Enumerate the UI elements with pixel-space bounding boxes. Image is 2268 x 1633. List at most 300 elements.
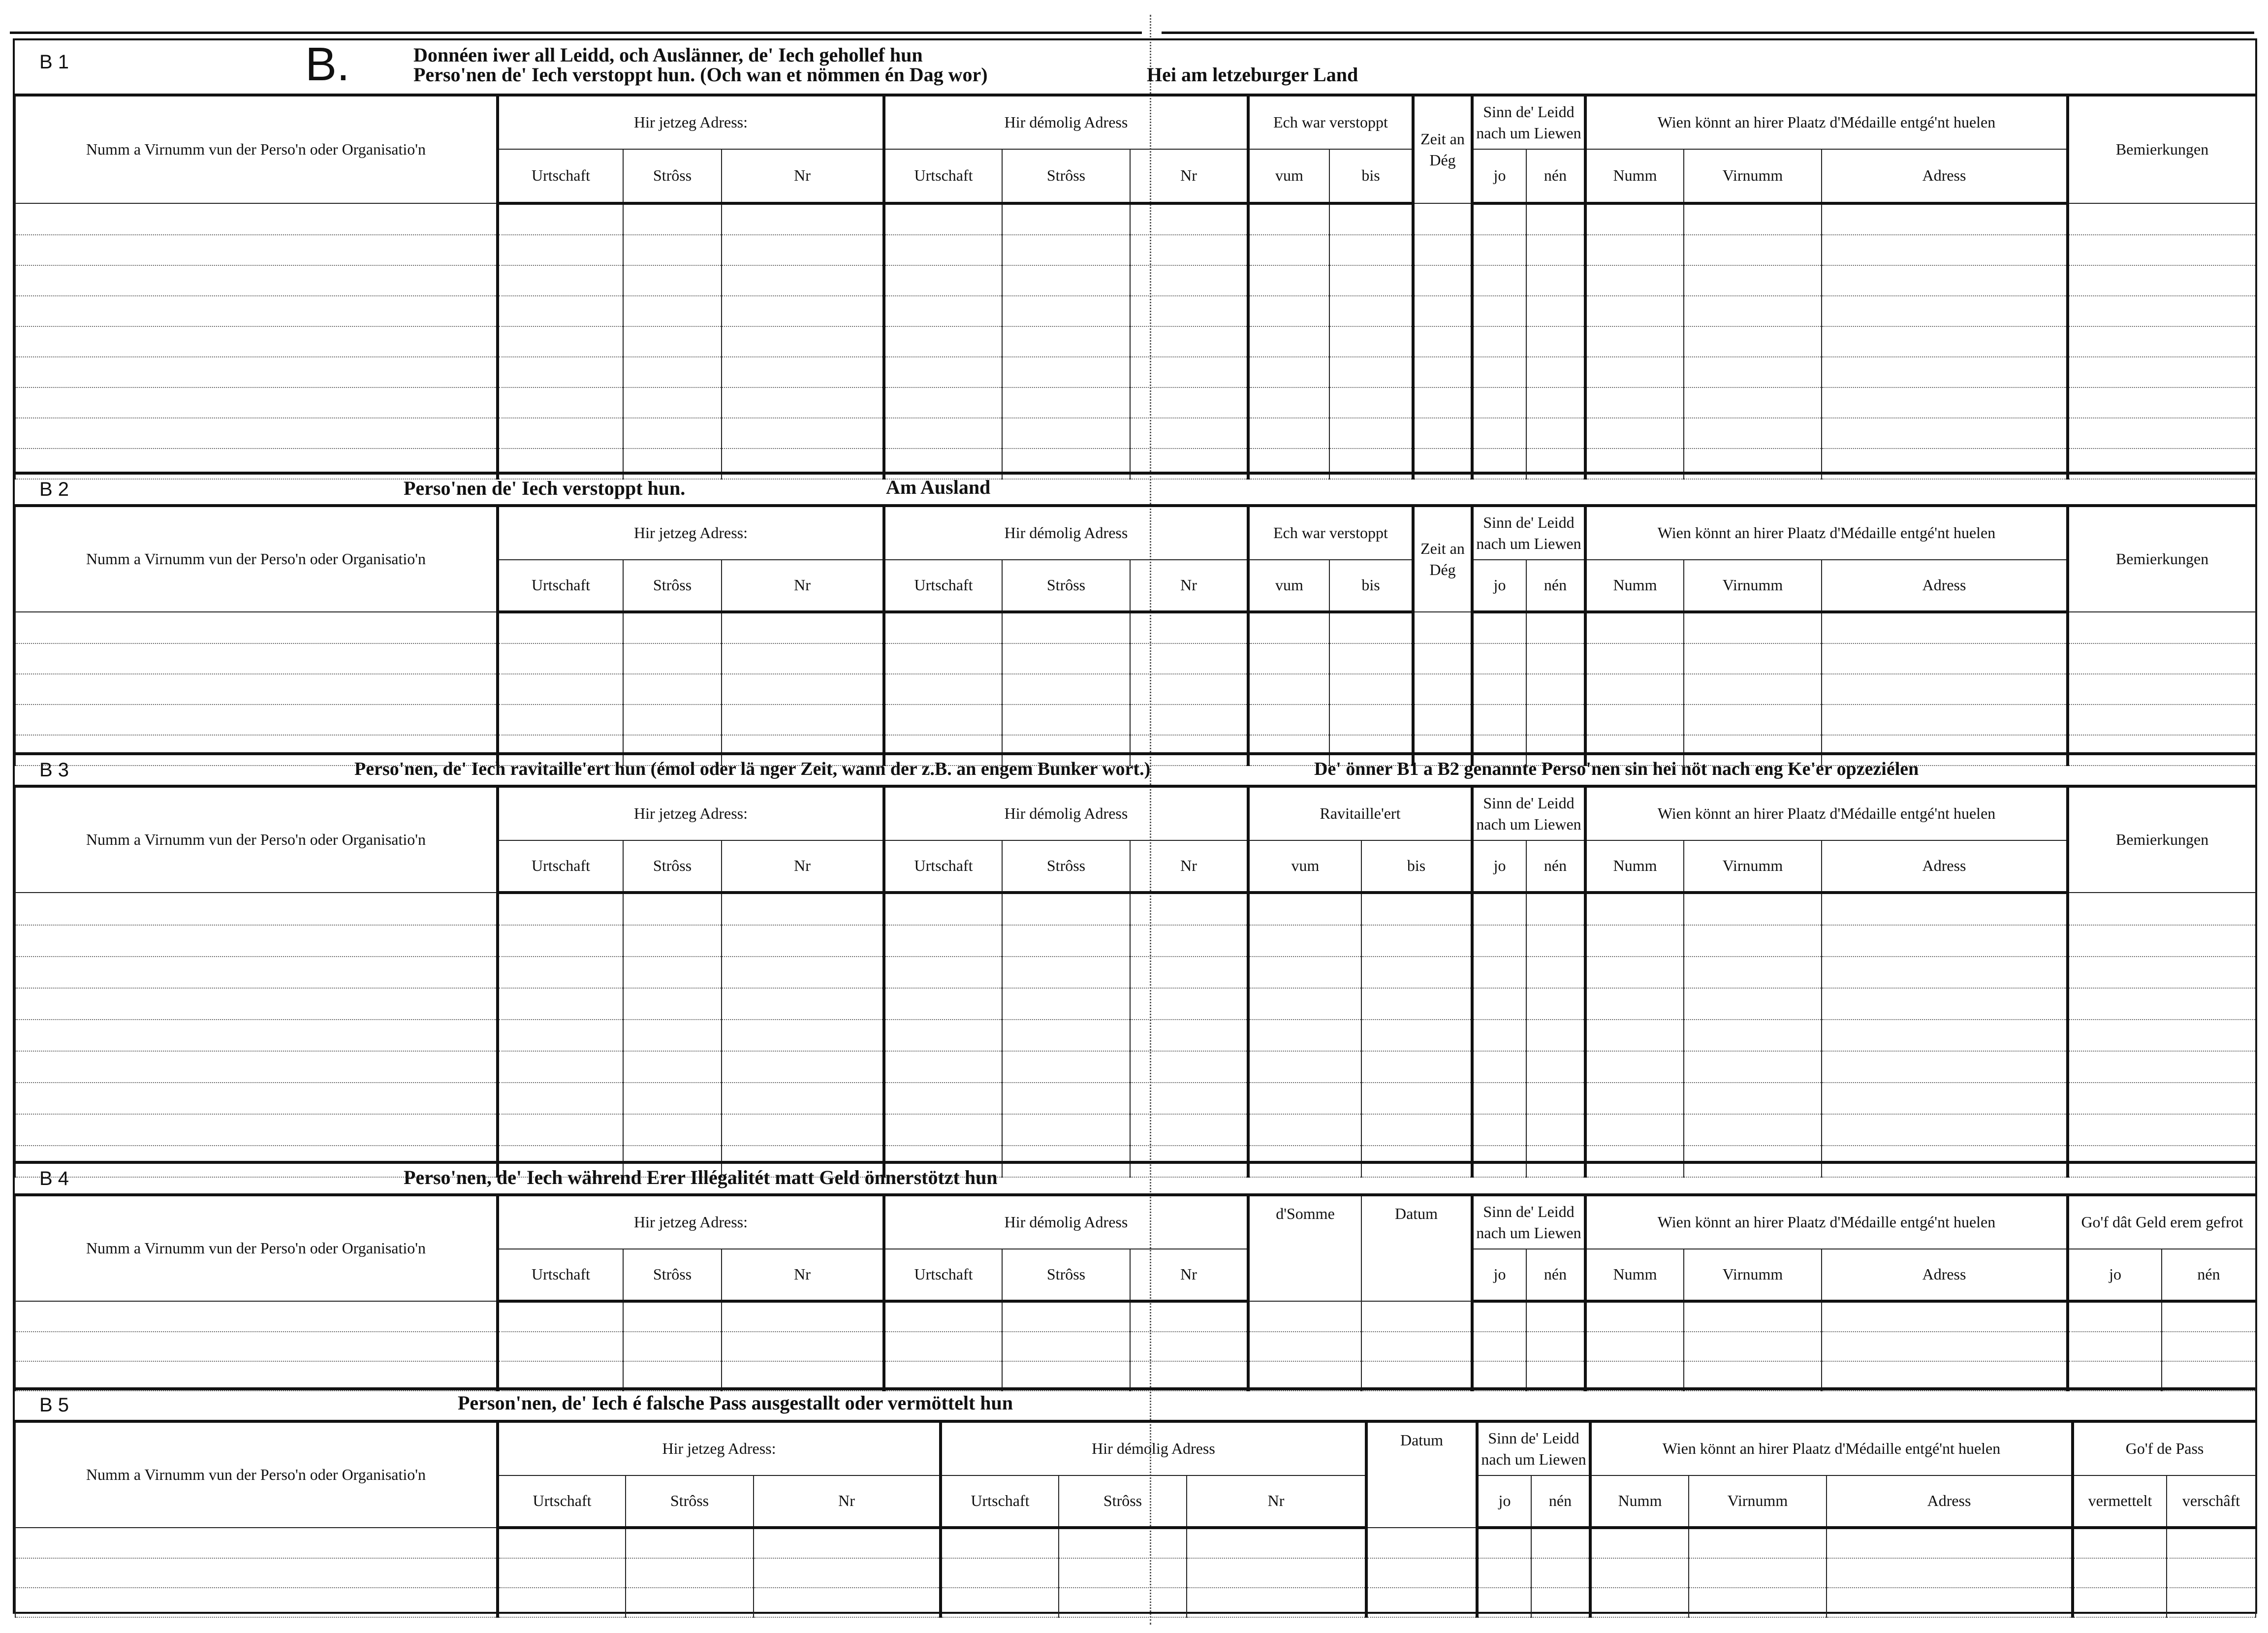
entry-cell[interactable] (1684, 203, 1822, 235)
entry-cell[interactable] (1472, 1051, 1526, 1083)
entry-cell[interactable] (884, 296, 1002, 326)
entry-cell[interactable] (1822, 925, 2068, 957)
entry-cell[interactable] (1526, 893, 1585, 925)
entry-cell[interactable] (623, 1301, 722, 1332)
entry-cell[interactable] (2167, 1558, 2256, 1588)
entry-cell[interactable] (498, 203, 623, 235)
entry-cell[interactable] (498, 1020, 623, 1051)
entry-cell[interactable] (1187, 1588, 1366, 1617)
entry-cell[interactable] (1526, 704, 1585, 735)
entry-cell[interactable] (1248, 203, 1329, 235)
entry-cell[interactable] (722, 643, 884, 674)
entry-cell[interactable] (498, 1558, 626, 1588)
entry-cell[interactable] (1684, 418, 1822, 448)
entry-cell[interactable] (1248, 957, 1361, 988)
entry-cell[interactable] (1585, 1020, 1684, 1051)
entry-cell[interactable] (884, 1020, 1002, 1051)
entry-cell[interactable] (1130, 1301, 1248, 1332)
entry-cell[interactable] (1822, 1051, 2068, 1083)
entry-cell[interactable] (1413, 296, 1472, 326)
entry-cell[interactable] (1585, 1114, 1684, 1146)
entry-cell[interactable] (1329, 326, 1413, 357)
entry-cell[interactable] (1585, 612, 1684, 643)
entry-cell[interactable] (1130, 1051, 1248, 1083)
entry-cell[interactable] (1002, 418, 1130, 448)
entry-cell[interactable] (2073, 1588, 2167, 1617)
entry-cell[interactable] (1472, 643, 1526, 674)
entry-cell[interactable] (498, 925, 623, 957)
entry-cell[interactable] (1585, 704, 1684, 735)
entry-cell[interactable] (1130, 674, 1248, 704)
entry-cell[interactable] (1684, 235, 1822, 265)
entry-cell[interactable] (1329, 612, 1413, 643)
entry-cell[interactable] (722, 1051, 884, 1083)
entry-cell[interactable] (1526, 296, 1585, 326)
entry-cell[interactable] (1684, 1083, 1822, 1114)
entry-cell[interactable] (1684, 1361, 1822, 1391)
entry-cell[interactable] (498, 296, 623, 326)
entry-cell[interactable] (884, 643, 1002, 674)
entry-cell[interactable] (15, 1558, 498, 1588)
entry-cell[interactable] (722, 1361, 884, 1391)
entry-cell[interactable] (2068, 357, 2256, 387)
entry-cell[interactable] (1585, 893, 1684, 925)
entry-cell[interactable] (1130, 326, 1248, 357)
entry-cell[interactable] (623, 1083, 722, 1114)
entry-cell[interactable] (2068, 643, 2256, 674)
entry-cell[interactable] (1531, 1588, 1590, 1617)
entry-cell[interactable] (1585, 957, 1684, 988)
entry-cell[interactable] (1002, 1114, 1130, 1146)
entry-cell[interactable] (1361, 925, 1472, 957)
entry-cell[interactable] (1329, 265, 1413, 296)
entry-cell[interactable] (1002, 326, 1130, 357)
entry-cell[interactable] (623, 296, 722, 326)
entry-cell[interactable] (1329, 704, 1413, 735)
entry-cell[interactable] (15, 674, 498, 704)
entry-cell[interactable] (1472, 1020, 1526, 1051)
entry-cell[interactable] (1248, 326, 1329, 357)
entry-cell[interactable] (1361, 1083, 1472, 1114)
entry-cell[interactable] (1526, 1301, 1585, 1332)
entry-cell[interactable] (623, 893, 722, 925)
entry-cell[interactable] (1187, 1558, 1366, 1588)
entry-cell[interactable] (884, 674, 1002, 704)
entry-cell[interactable] (722, 296, 884, 326)
entry-cell[interactable] (1822, 1332, 2068, 1361)
entry-cell[interactable] (722, 235, 884, 265)
entry-cell[interactable] (884, 1361, 1002, 1391)
entry-cell[interactable] (1822, 418, 2068, 448)
entry-cell[interactable] (1822, 643, 2068, 674)
entry-cell[interactable] (1822, 674, 2068, 704)
entry-cell[interactable] (1329, 203, 1413, 235)
entry-cell[interactable] (1002, 1020, 1130, 1051)
entry-cell[interactable] (498, 1301, 623, 1332)
entry-cell[interactable] (1822, 1114, 2068, 1146)
entry-cell[interactable] (1472, 1332, 1526, 1361)
entry-cell[interactable] (623, 1114, 722, 1146)
entry-cell[interactable] (1130, 925, 1248, 957)
entry-cell[interactable] (1684, 643, 1822, 674)
entry-cell[interactable] (722, 1301, 884, 1332)
entry-cell[interactable] (623, 1051, 722, 1083)
entry-cell[interactable] (722, 957, 884, 988)
entry-cell[interactable] (2068, 988, 2256, 1020)
entry-cell[interactable] (2068, 1020, 2256, 1051)
entry-cell[interactable] (1002, 387, 1130, 418)
entry-cell[interactable] (884, 1301, 1002, 1332)
entry-cell[interactable] (1130, 357, 1248, 387)
entry-cell[interactable] (498, 418, 623, 448)
entry-cell[interactable] (1248, 296, 1329, 326)
entry-cell[interactable] (1472, 357, 1526, 387)
entry-cell[interactable] (1526, 387, 1585, 418)
entry-cell[interactable] (1526, 988, 1585, 1020)
entry-cell[interactable] (1130, 235, 1248, 265)
entry-cell[interactable] (1684, 1114, 1822, 1146)
entry-cell[interactable] (498, 387, 623, 418)
entry-cell[interactable] (623, 957, 722, 988)
entry-cell[interactable] (623, 988, 722, 1020)
entry-cell[interactable] (1526, 203, 1585, 235)
entry-cell[interactable] (1684, 704, 1822, 735)
entry-cell[interactable] (1002, 988, 1130, 1020)
entry-cell[interactable] (884, 957, 1002, 988)
entry-cell[interactable] (1361, 1301, 1472, 1332)
entry-cell[interactable] (1472, 387, 1526, 418)
entry-cell[interactable] (1472, 704, 1526, 735)
entry-cell[interactable] (1472, 235, 1526, 265)
entry-cell[interactable] (1526, 1361, 1585, 1391)
entry-cell[interactable] (15, 925, 498, 957)
entry-cell[interactable] (1684, 925, 1822, 957)
entry-cell[interactable] (1684, 1051, 1822, 1083)
entry-cell[interactable] (1130, 612, 1248, 643)
entry-cell[interactable] (1689, 1528, 1827, 1558)
entry-cell[interactable] (884, 235, 1002, 265)
entry-cell[interactable] (498, 1361, 623, 1391)
entry-cell[interactable] (2068, 925, 2256, 957)
entry-cell[interactable] (941, 1558, 1059, 1588)
entry-cell[interactable] (1002, 296, 1130, 326)
entry-cell[interactable] (1130, 265, 1248, 296)
entry-cell[interactable] (1413, 357, 1472, 387)
entry-cell[interactable] (2068, 612, 2256, 643)
entry-cell[interactable] (1130, 418, 1248, 448)
entry-cell[interactable] (1684, 957, 1822, 988)
entry-cell[interactable] (1827, 1528, 2073, 1558)
entry-cell[interactable] (884, 1083, 1002, 1114)
entry-cell[interactable] (884, 326, 1002, 357)
entry-cell[interactable] (1822, 357, 2068, 387)
entry-cell[interactable] (722, 1083, 884, 1114)
entry-cell[interactable] (1585, 925, 1684, 957)
entry-cell[interactable] (15, 1020, 498, 1051)
entry-cell[interactable] (1477, 1588, 1531, 1617)
entry-cell[interactable] (1248, 988, 1361, 1020)
entry-cell[interactable] (1329, 235, 1413, 265)
entry-cell[interactable] (1002, 1332, 1130, 1361)
entry-cell[interactable] (1130, 643, 1248, 674)
entry-cell[interactable] (884, 357, 1002, 387)
entry-cell[interactable] (498, 235, 623, 265)
entry-cell[interactable] (884, 418, 1002, 448)
entry-cell[interactable] (1329, 296, 1413, 326)
entry-cell[interactable] (1248, 925, 1361, 957)
entry-cell[interactable] (498, 612, 623, 643)
entry-cell[interactable] (1002, 925, 1130, 957)
entry-cell[interactable] (1822, 988, 2068, 1020)
entry-cell[interactable] (1684, 1301, 1822, 1332)
entry-cell[interactable] (1002, 957, 1130, 988)
entry-cell[interactable] (1248, 1301, 1361, 1332)
entry-cell[interactable] (1526, 1083, 1585, 1114)
entry-cell[interactable] (498, 988, 623, 1020)
entry-cell[interactable] (722, 326, 884, 357)
entry-cell[interactable] (2068, 1301, 2162, 1332)
entry-cell[interactable] (623, 326, 722, 357)
entry-cell[interactable] (722, 203, 884, 235)
entry-cell[interactable] (884, 265, 1002, 296)
entry-cell[interactable] (1684, 612, 1822, 643)
entry-cell[interactable] (2068, 1051, 2256, 1083)
entry-cell[interactable] (1002, 1083, 1130, 1114)
entry-cell[interactable] (1413, 643, 1472, 674)
entry-cell[interactable] (15, 1361, 498, 1391)
entry-cell[interactable] (1585, 235, 1684, 265)
entry-cell[interactable] (1822, 1361, 2068, 1391)
entry-cell[interactable] (498, 1083, 623, 1114)
entry-cell[interactable] (15, 265, 498, 296)
entry-cell[interactable] (1590, 1588, 1689, 1617)
entry-cell[interactable] (1684, 988, 1822, 1020)
entry-cell[interactable] (1822, 203, 2068, 235)
entry-cell[interactable] (722, 612, 884, 643)
entry-cell[interactable] (1526, 418, 1585, 448)
entry-cell[interactable] (626, 1558, 754, 1588)
entry-cell[interactable] (1827, 1558, 2073, 1588)
entry-cell[interactable] (2068, 957, 2256, 988)
entry-cell[interactable] (2068, 265, 2256, 296)
entry-cell[interactable] (884, 1114, 1002, 1146)
entry-cell[interactable] (1002, 893, 1130, 925)
entry-cell[interactable] (722, 704, 884, 735)
entry-cell[interactable] (1130, 1361, 1248, 1391)
entry-cell[interactable] (1130, 988, 1248, 1020)
entry-cell[interactable] (1472, 1301, 1526, 1332)
entry-cell[interactable] (2073, 1558, 2167, 1588)
entry-cell[interactable] (1329, 387, 1413, 418)
entry-cell[interactable] (1413, 612, 1472, 643)
entry-cell[interactable] (1472, 957, 1526, 988)
entry-cell[interactable] (1413, 387, 1472, 418)
entry-cell[interactable] (941, 1588, 1059, 1617)
entry-cell[interactable] (1130, 296, 1248, 326)
entry-cell[interactable] (626, 1588, 754, 1617)
entry-cell[interactable] (1526, 957, 1585, 988)
entry-cell[interactable] (1689, 1588, 1827, 1617)
entry-cell[interactable] (2162, 1301, 2256, 1332)
entry-cell[interactable] (1248, 235, 1329, 265)
entry-cell[interactable] (754, 1528, 941, 1558)
entry-cell[interactable] (623, 1332, 722, 1361)
entry-cell[interactable] (2068, 704, 2256, 735)
entry-cell[interactable] (1002, 265, 1130, 296)
entry-cell[interactable] (2068, 326, 2256, 357)
entry-cell[interactable] (941, 1528, 1059, 1558)
entry-cell[interactable] (498, 1528, 626, 1558)
entry-cell[interactable] (15, 893, 498, 925)
entry-cell[interactable] (884, 387, 1002, 418)
entry-cell[interactable] (1477, 1528, 1531, 1558)
entry-cell[interactable] (1413, 418, 1472, 448)
entry-cell[interactable] (15, 235, 498, 265)
entry-cell[interactable] (1248, 1051, 1361, 1083)
entry-cell[interactable] (2068, 1361, 2162, 1391)
entry-cell[interactable] (1585, 1083, 1684, 1114)
entry-cell[interactable] (1472, 326, 1526, 357)
entry-cell[interactable] (2167, 1528, 2256, 1558)
entry-cell[interactable] (1472, 988, 1526, 1020)
entry-cell[interactable] (1248, 704, 1329, 735)
entry-cell[interactable] (1827, 1588, 2073, 1617)
entry-cell[interactable] (1248, 1083, 1361, 1114)
entry-cell[interactable] (1130, 1083, 1248, 1114)
entry-cell[interactable] (1531, 1528, 1590, 1558)
entry-cell[interactable] (498, 643, 623, 674)
entry-cell[interactable] (1413, 674, 1472, 704)
entry-cell[interactable] (1361, 1020, 1472, 1051)
entry-cell[interactable] (1585, 387, 1684, 418)
entry-cell[interactable] (2068, 387, 2256, 418)
entry-cell[interactable] (1366, 1588, 1477, 1617)
entry-cell[interactable] (15, 612, 498, 643)
entry-cell[interactable] (15, 387, 498, 418)
entry-cell[interactable] (1002, 203, 1130, 235)
entry-cell[interactable] (1526, 1020, 1585, 1051)
entry-cell[interactable] (1585, 418, 1684, 448)
entry-cell[interactable] (884, 1051, 1002, 1083)
entry-cell[interactable] (1472, 925, 1526, 957)
entry-cell[interactable] (2068, 1083, 2256, 1114)
entry-cell[interactable] (1585, 296, 1684, 326)
entry-cell[interactable] (1130, 203, 1248, 235)
entry-cell[interactable] (1526, 925, 1585, 957)
entry-cell[interactable] (623, 387, 722, 418)
entry-cell[interactable] (1531, 1558, 1590, 1588)
entry-cell[interactable] (1590, 1558, 1689, 1588)
entry-cell[interactable] (722, 1020, 884, 1051)
entry-cell[interactable] (1822, 387, 2068, 418)
entry-cell[interactable] (623, 235, 722, 265)
entry-cell[interactable] (1684, 1332, 1822, 1361)
entry-cell[interactable] (623, 1020, 722, 1051)
entry-cell[interactable] (722, 988, 884, 1020)
entry-cell[interactable] (722, 1332, 884, 1361)
entry-cell[interactable] (1002, 612, 1130, 643)
entry-cell[interactable] (1590, 1528, 1689, 1558)
entry-cell[interactable] (2068, 893, 2256, 925)
entry-cell[interactable] (498, 326, 623, 357)
entry-cell[interactable] (1130, 1020, 1248, 1051)
entry-cell[interactable] (623, 1361, 722, 1391)
entry-cell[interactable] (1002, 704, 1130, 735)
entry-cell[interactable] (1361, 988, 1472, 1020)
entry-cell[interactable] (1059, 1558, 1187, 1588)
entry-cell[interactable] (1585, 1361, 1684, 1391)
entry-cell[interactable] (884, 925, 1002, 957)
entry-cell[interactable] (1472, 1083, 1526, 1114)
entry-cell[interactable] (2068, 418, 2256, 448)
entry-cell[interactable] (1248, 643, 1329, 674)
entry-cell[interactable] (1472, 296, 1526, 326)
entry-cell[interactable] (884, 704, 1002, 735)
entry-cell[interactable] (1684, 357, 1822, 387)
entry-cell[interactable] (1472, 1114, 1526, 1146)
entry-cell[interactable] (1585, 1332, 1684, 1361)
entry-cell[interactable] (1684, 387, 1822, 418)
entry-cell[interactable] (1002, 357, 1130, 387)
entry-cell[interactable] (498, 957, 623, 988)
entry-cell[interactable] (1130, 704, 1248, 735)
entry-cell[interactable] (498, 265, 623, 296)
entry-cell[interactable] (1248, 387, 1329, 418)
entry-cell[interactable] (623, 265, 722, 296)
entry-cell[interactable] (1585, 1051, 1684, 1083)
entry-cell[interactable] (722, 925, 884, 957)
entry-cell[interactable] (884, 1332, 1002, 1361)
entry-cell[interactable] (623, 674, 722, 704)
entry-cell[interactable] (1361, 893, 1472, 925)
entry-cell[interactable] (626, 1528, 754, 1558)
entry-cell[interactable] (1366, 1558, 1477, 1588)
entry-cell[interactable] (15, 296, 498, 326)
entry-cell[interactable] (1329, 418, 1413, 448)
entry-cell[interactable] (1689, 1558, 1827, 1588)
entry-cell[interactable] (1526, 235, 1585, 265)
entry-cell[interactable] (1002, 1301, 1130, 1332)
entry-cell[interactable] (722, 357, 884, 387)
entry-cell[interactable] (15, 357, 498, 387)
entry-cell[interactable] (15, 1301, 498, 1332)
entry-cell[interactable] (2162, 1361, 2256, 1391)
entry-cell[interactable] (15, 1332, 498, 1361)
entry-cell[interactable] (15, 1528, 498, 1558)
entry-cell[interactable] (2162, 1332, 2256, 1361)
entry-cell[interactable] (1822, 957, 2068, 988)
entry-cell[interactable] (884, 988, 1002, 1020)
entry-cell[interactable] (498, 674, 623, 704)
entry-cell[interactable] (498, 357, 623, 387)
entry-cell[interactable] (1822, 893, 2068, 925)
entry-cell[interactable] (15, 1114, 498, 1146)
entry-cell[interactable] (722, 674, 884, 704)
entry-cell[interactable] (1526, 674, 1585, 704)
entry-cell[interactable] (722, 418, 884, 448)
entry-cell[interactable] (1684, 674, 1822, 704)
entry-cell[interactable] (1585, 357, 1684, 387)
entry-cell[interactable] (1684, 265, 1822, 296)
entry-cell[interactable] (1413, 203, 1472, 235)
entry-cell[interactable] (1130, 387, 1248, 418)
entry-cell[interactable] (722, 893, 884, 925)
entry-cell[interactable] (1684, 326, 1822, 357)
entry-cell[interactable] (1248, 1332, 1361, 1361)
entry-cell[interactable] (1585, 674, 1684, 704)
entry-cell[interactable] (1329, 643, 1413, 674)
entry-cell[interactable] (1472, 612, 1526, 643)
